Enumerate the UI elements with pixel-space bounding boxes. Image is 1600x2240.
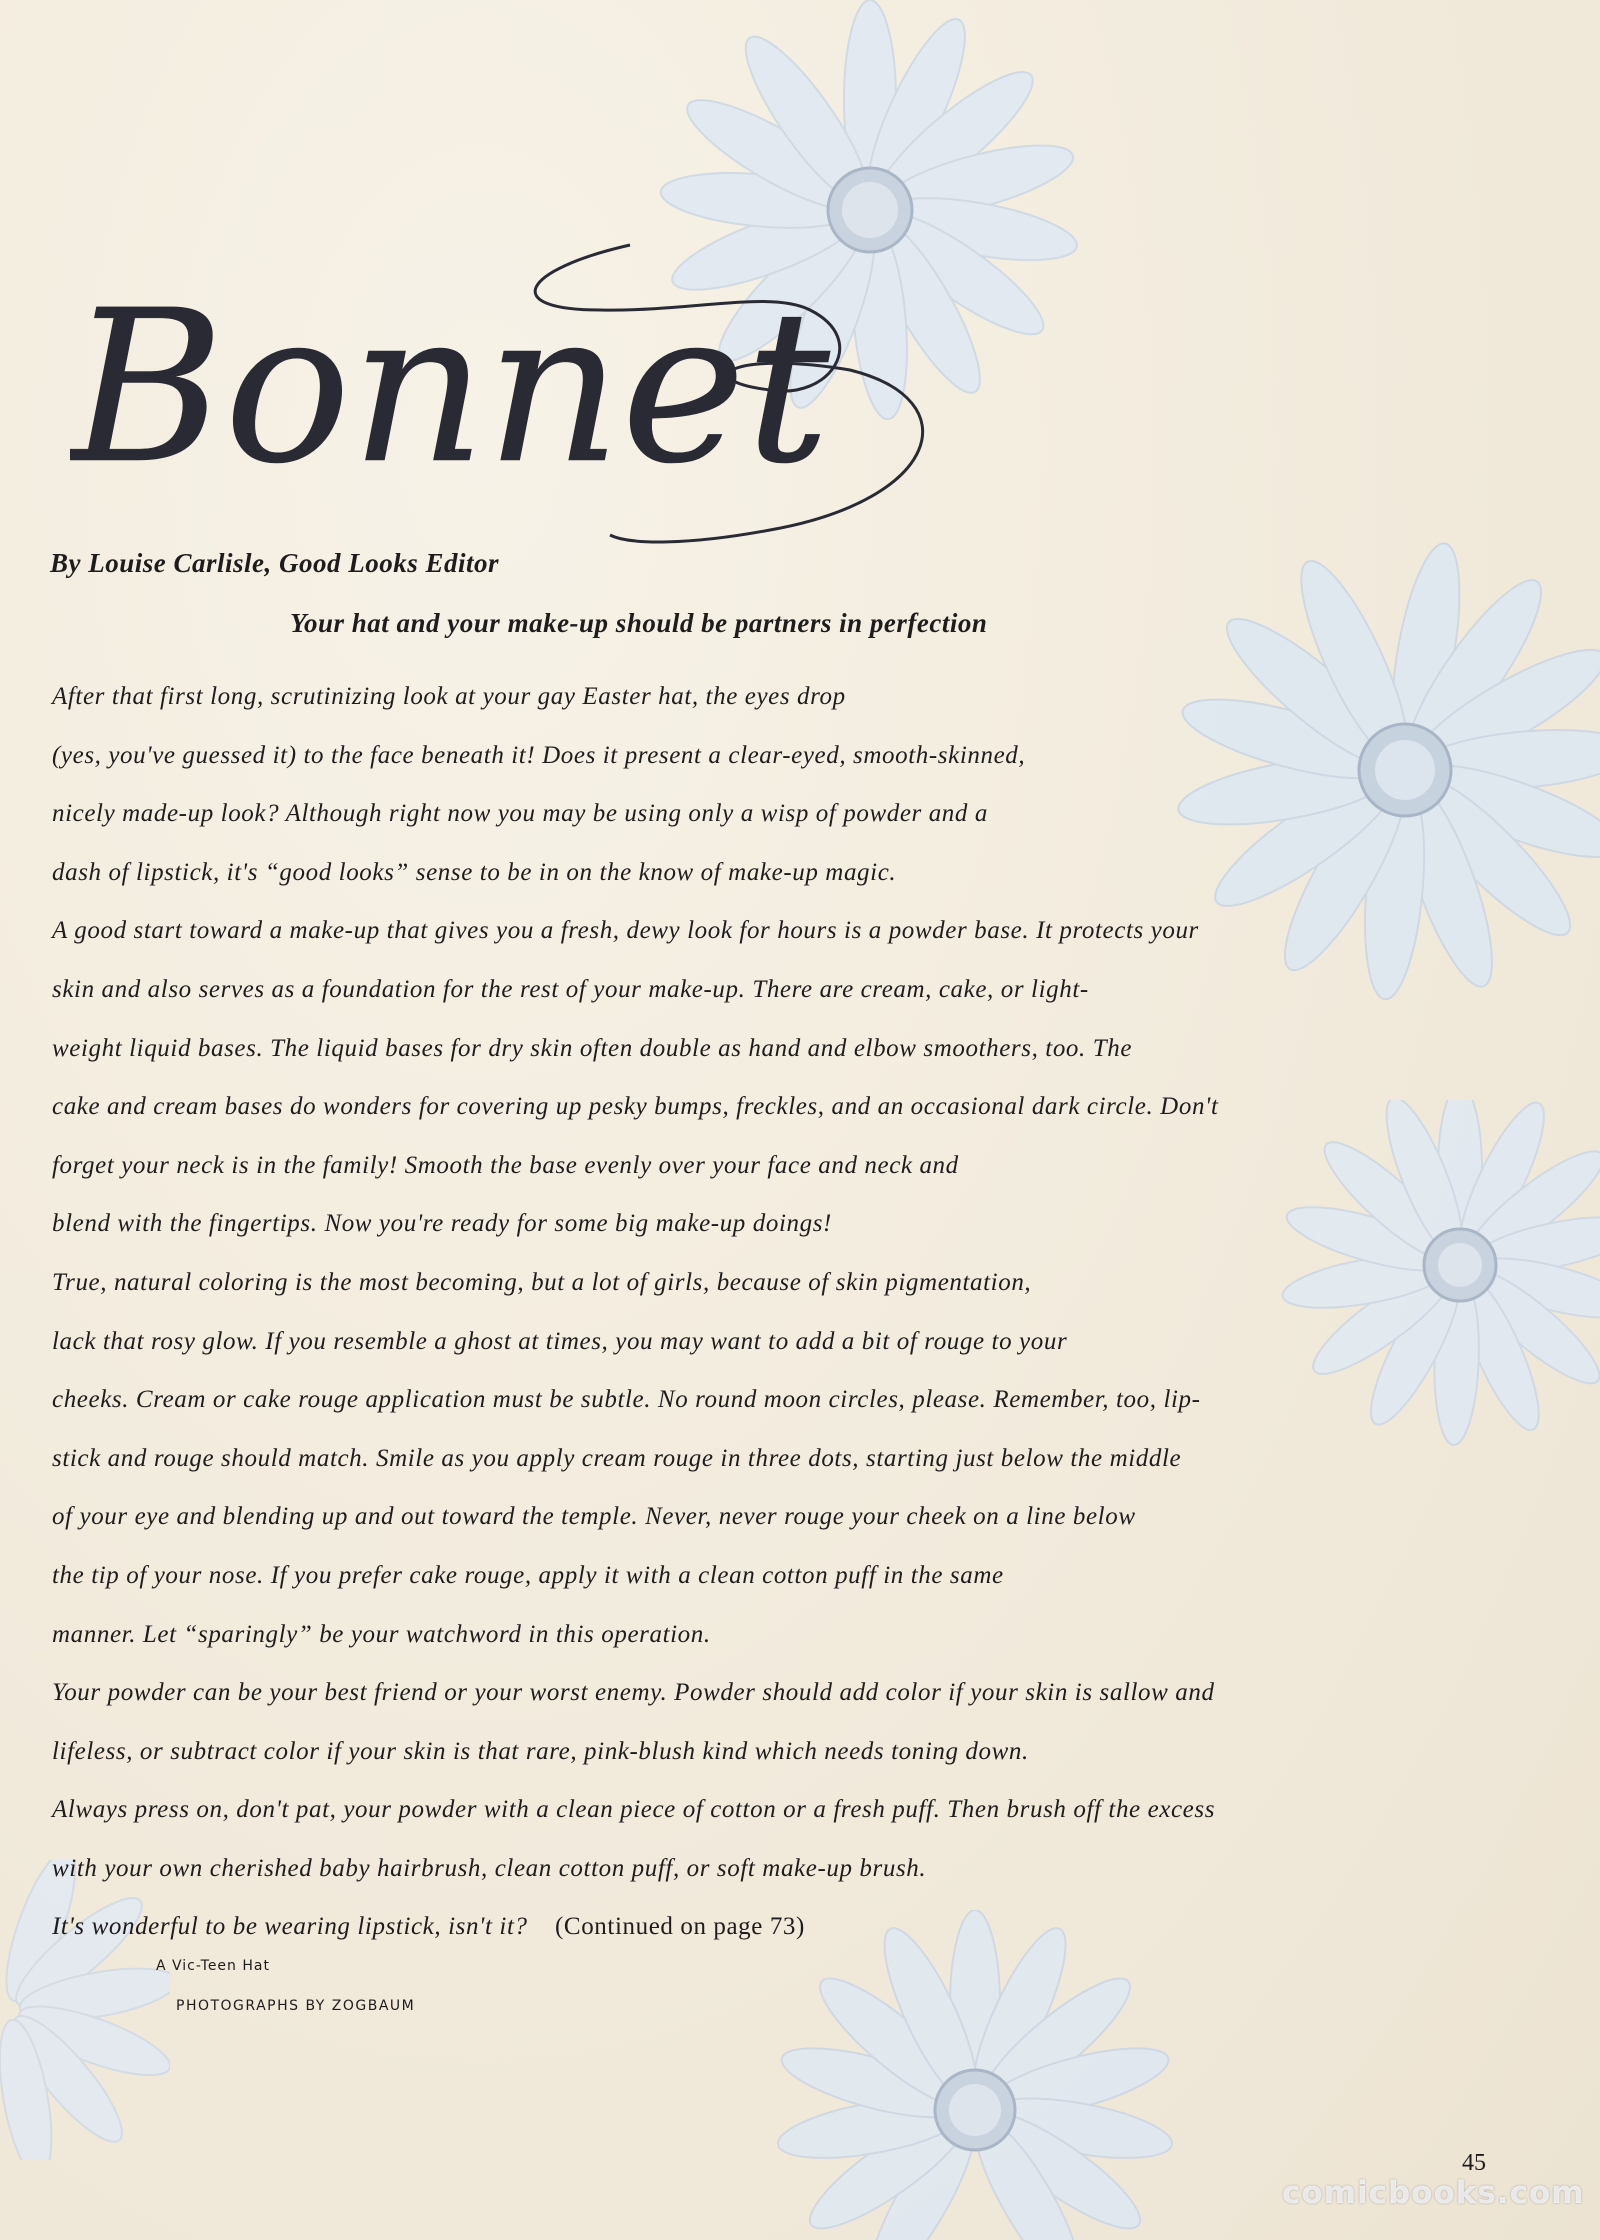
watermark: comicbooks.com xyxy=(1282,2175,1585,2211)
article-title-text: Bonnet xyxy=(70,265,830,510)
body-line: of your eye and blending up and out toward the temple. Never, never rouge your cheek on a line below xyxy=(52,1503,1136,1531)
body-line: manner. Let “sparingly” be your watchword in this operation. xyxy=(52,1620,711,1648)
body-line: Your powder can be your best friend or your worst enemy. Powder should add color if your skin is sallow and xyxy=(52,1679,1215,1707)
last-line-text: It's wonderful to be wearing lipstick, isn't it? xyxy=(52,1913,528,1941)
body-line: A good start toward a make-up that gives you a fresh, dewy look for hours is a powder base. It protects your xyxy=(52,917,1199,945)
body-line: the tip of your nose. If you prefer cake rouge, apply it with a clean cotton puff in the same xyxy=(52,1561,1004,1589)
body-line: lack that rosy glow. If you resemble a ghost at times, you may want to add a bit of rouge to your xyxy=(52,1327,1068,1355)
body-line: cake and cream bases do wonders for covering up pesky bumps, freckles, and an occasional dark circle. Don't xyxy=(52,1093,1219,1121)
body-line: skin and also serves as a foundation for the rest of your make-up. There are cream, cake, or light- xyxy=(52,975,1089,1003)
body-line: Always press on, don't pat, your powder with a clean piece of cotton or a fresh puff. Then brush off the excess xyxy=(52,1796,1216,1824)
article-title xyxy=(70,200,970,580)
body-line: weight liquid bases. The liquid bases for dry skin often double as hand and elbow smoothers, too. The xyxy=(52,1034,1133,1062)
page-number: 45 xyxy=(1462,2150,1486,2176)
body-last-line xyxy=(52,1898,1452,1957)
hat-credit: A Vic-Teen Hat xyxy=(156,1958,270,1974)
body-line: (yes, you've guessed it) to the face beneath it! Does it present a clear-eyed, smooth-skinned, xyxy=(52,741,1026,769)
body-line: with your own cherished baby hairbrush, clean cotton puff, or soft make-up brush. xyxy=(52,1854,927,1882)
article-body xyxy=(52,668,1452,1957)
byline: By Louise Carlisle, Good Looks Editor xyxy=(50,548,500,578)
daisy-icon xyxy=(760,1910,1200,2240)
subhead: Your hat and your make-up should be partners in perfection xyxy=(290,608,988,638)
body-line: True, natural coloring is the most becoming, but a lot of girls, because of skin pigmentation, xyxy=(52,1268,1032,1296)
body-line: dash of lipstick, it's “good looks” sense to be in on the know of make-up magic. xyxy=(52,858,897,886)
photo-credit: PHOTOGRAPHS BY ZOGBAUM xyxy=(176,1998,416,2014)
body-line: stick and rouge should match. Smile as you apply cream rouge in three dots, starting just below the middle xyxy=(52,1444,1182,1472)
body-line: forget your neck is in the family! Smooth the base evenly over your face and neck and xyxy=(52,1151,959,1179)
body-line: nicely made-up look? Although right now you may be using only a wisp of powder and a xyxy=(52,800,988,828)
body-line: After that first long, scrutinizing look at your gay Easter hat, the eyes drop xyxy=(52,683,846,710)
body-line: cheeks. Cream or cake rouge application must be subtle. No round moon circles, please. Remember, too, lip- xyxy=(52,1386,1201,1414)
body-line: blend with the fingertips. Now you're ready for some big make-up doings! xyxy=(52,1210,832,1238)
body-line: lifeless, or subtract color if your skin is that rare, pink-blush kind which needs toning down. xyxy=(52,1737,1029,1765)
continued-link[interactable]: (Continued on page 73) xyxy=(555,1913,805,1941)
